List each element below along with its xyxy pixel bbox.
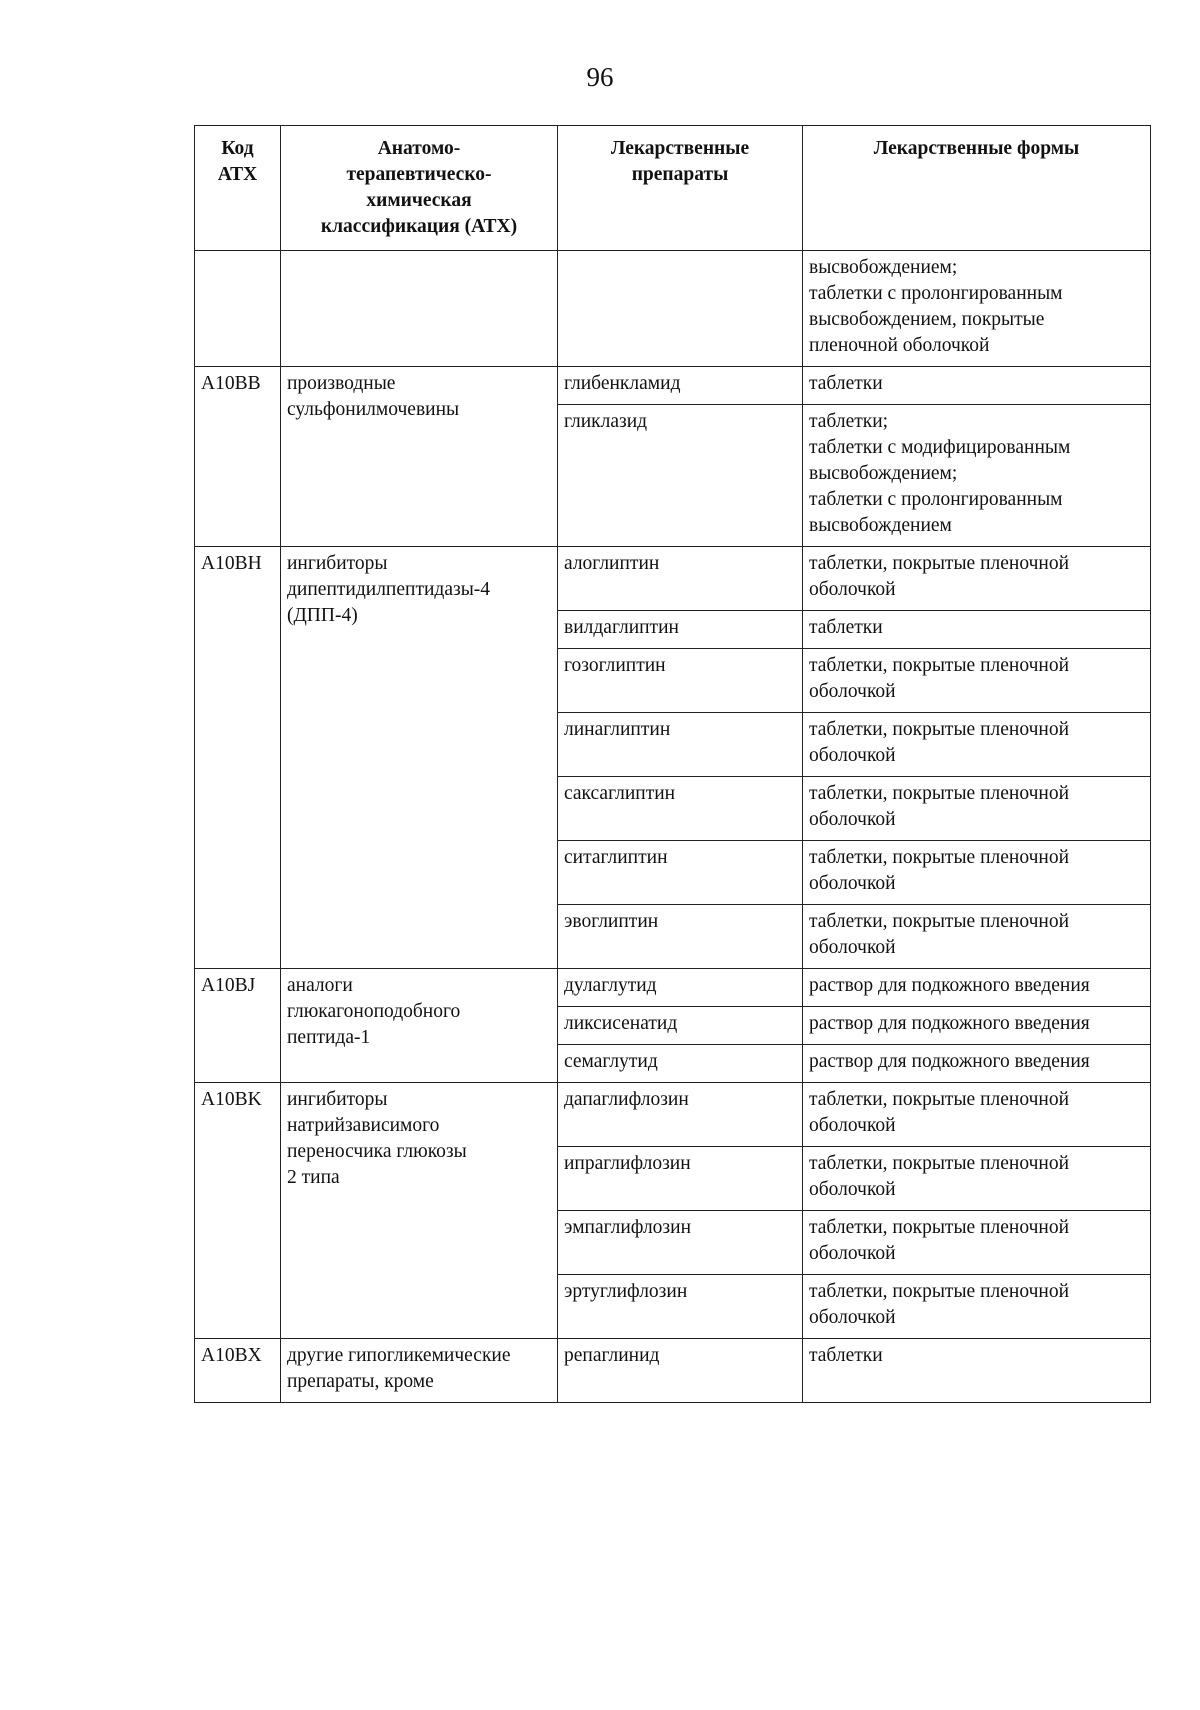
atx-code-cell: A10BB (195, 367, 281, 547)
drug-name-cell: гозоглиптин (558, 649, 803, 713)
drug-name-cell: саксаглиптин (558, 777, 803, 841)
dosage-form-cell: таблетки (803, 367, 1151, 405)
dosage-form-cell: таблетки, покрытые пленочной оболочкой (803, 777, 1151, 841)
atx-table (194, 125, 1151, 1403)
table-row (195, 1339, 1151, 1403)
drug-name-cell: эртуглифлозин (558, 1275, 803, 1339)
table-row (195, 251, 1151, 367)
drug-name-cell: дапаглифлозин (558, 1083, 803, 1147)
drug-name-cell: гликлазид (558, 405, 803, 547)
dosage-form-cell: таблетки, покрытые пленочной оболочкой (803, 1211, 1151, 1275)
drug-name-cell: дулаглутид (558, 969, 803, 1007)
dosage-form-cell: таблетки, покрытые пленочной оболочкой (803, 905, 1151, 969)
atx-classification-cell: ингибиторы натрийзависимого переносчика глюкозы 2 типа (281, 1083, 558, 1339)
atx-code-cell: A10BX (195, 1339, 281, 1403)
drug-name-cell: алоглиптин (558, 547, 803, 611)
drug-name-cell: ипраглифлозин (558, 1147, 803, 1211)
drug-name-cell: репаглинид (558, 1339, 803, 1403)
drug-name-cell: линаглиптин (558, 713, 803, 777)
drug-name-cell: семаглутид (558, 1045, 803, 1083)
header-forms: Лекарственные формы (803, 126, 1151, 251)
table-row (195, 969, 1151, 1007)
dosage-form-cell: таблетки (803, 611, 1151, 649)
dosage-form-cell: высвобождением; таблетки с пролонгированным высвобождением, покрытые пленочной оболочкой (803, 251, 1151, 367)
dosage-form-cell: таблетки, покрытые пленочной оболочкой (803, 1275, 1151, 1339)
drug-name-cell: глибенкламид (558, 367, 803, 405)
table-row (195, 1083, 1151, 1147)
atx-classification-cell (281, 251, 558, 367)
dosage-form-cell: раствор для подкожного введения (803, 969, 1151, 1007)
dosage-form-cell: таблетки, покрытые пленочной оболочкой (803, 841, 1151, 905)
drug-name-cell: эвоглиптин (558, 905, 803, 969)
dosage-form-cell: таблетки; таблетки с модифицированным высвобождением; таблетки с пролонгированным высвобождением (803, 405, 1151, 547)
dosage-form-cell: таблетки, покрытые пленочной оболочкой (803, 547, 1151, 611)
atx-code-cell: A10BJ (195, 969, 281, 1083)
table-body (195, 251, 1151, 1403)
drug-name-cell: ликсисенатид (558, 1007, 803, 1045)
table-row (195, 367, 1151, 405)
atx-code-cell: A10BH (195, 547, 281, 969)
atx-code-cell (195, 251, 281, 367)
page-number: 96 (586, 62, 614, 92)
dosage-form-cell: таблетки, покрытые пленочной оболочкой (803, 1147, 1151, 1211)
atx-classification-cell: производные сульфонилмочевины (281, 367, 558, 547)
table-header-row (195, 126, 1151, 251)
drug-name-cell: вилдаглиптин (558, 611, 803, 649)
dosage-form-cell: раствор для подкожного введения (803, 1007, 1151, 1045)
atx-classification-cell: другие гипогликемические препараты, кроме (281, 1339, 558, 1403)
atx-code-cell: A10BK (195, 1083, 281, 1339)
dosage-form-cell: раствор для подкожного введения (803, 1045, 1151, 1083)
drug-name-cell (558, 251, 803, 367)
dosage-form-cell: таблетки, покрытые пленочной оболочкой (803, 713, 1151, 777)
drug-name-cell: эмпаглифлозин (558, 1211, 803, 1275)
dosage-form-cell: таблетки, покрытые пленочной оболочкой (803, 649, 1151, 713)
table-row (195, 547, 1151, 611)
dosage-form-cell: таблетки, покрытые пленочной оболочкой (803, 1083, 1151, 1147)
header-classification: Анатомо- терапевтическо- химическая классификация (АТХ) (281, 126, 558, 251)
header-code: Код АТХ (195, 126, 281, 251)
header-drugs: Лекарственные препараты (558, 126, 803, 251)
drug-name-cell: ситаглиптин (558, 841, 803, 905)
atx-classification-cell: аналоги глюкагоноподобного пептида-1 (281, 969, 558, 1083)
dosage-form-cell: таблетки (803, 1339, 1151, 1403)
atx-classification-cell: ингибиторы дипептидилпептидазы-4 (ДПП-4) (281, 547, 558, 969)
